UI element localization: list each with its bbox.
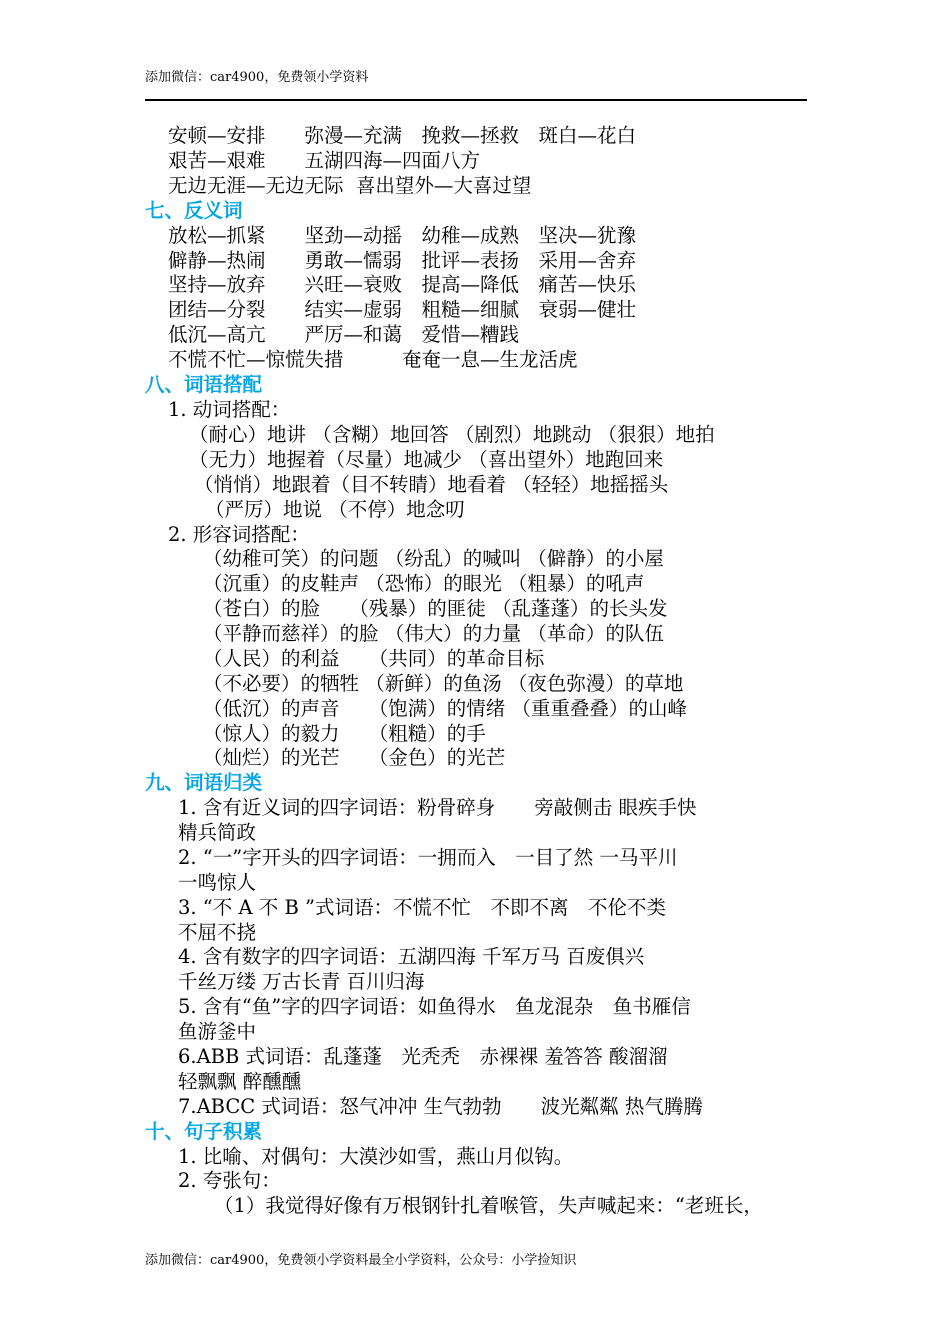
text-line: （平静而慈祥）的脸 （伟大）的力量 （革命）的队伍 [203,622,664,645]
text-line: （低沉）的声音 （饱满）的情绪 （重重叠叠）的山峰 [203,697,687,720]
text-line: （苍白）的脸 （残暴）的匪徒 （乱蓬蓬）的长头发 [203,597,668,620]
text-line: 3. “不 A 不 B ”式词语：不慌不忙 不即不离 不伦不类 [178,896,666,919]
text-line: 7.ABCC 式词语：怒气冲冲 生气勃勃 波光粼粼 热气腾腾 [178,1095,703,1118]
text-line: 无边无涯—无边无际 喜出望外—大喜过望 [168,174,532,197]
text-line: （无力）地握着（尽量）地减少 （喜出望外）地跑回来 [189,448,664,471]
text-line: （1）我觉得好像有万根钢针扎着喉管，失声喊起来：“老班长， [214,1194,763,1217]
text-line: 艰苦—艰难 五湖四海—四面八方 [168,149,481,172]
text-line: 鱼游釜中 [178,1020,257,1043]
text-line: 僻静—热闹 勇敢—懦弱 批评—表扬 采用—舍弃 [168,249,637,272]
text-line: 安顿—安排 弥漫—充满 挽救—拯救 斑白—花白 [168,124,637,147]
text-line: （沉重）的皮鞋声 （恐怖）的眼光 （粗暴）的吼声 [203,572,645,595]
header-divider [145,99,807,101]
text-line: 4. 含有数字的四字词语：五湖四海 千军万马 百废俱兴 [178,945,645,968]
text-line: （耐心）地讲 （含糊）地回答 （剧烈）地跳动 （狠狠）地拍 [189,423,715,446]
text-line: （人民）的利益 （共同）的革命目标 [203,647,545,670]
text-line: 千丝万缕 万古长青 百川归海 [178,970,425,993]
text-line: 低沉—高亢 严厉—和蔼 爱惜—糟践 [168,323,520,346]
text-line: 2. 形容词搭配： [168,523,310,546]
text-line: 不慌不忙—惊慌失措 奄奄一息—生龙活虎 [168,348,578,371]
text-line: 放松—抓紧 坚劲—动摇 幼稚—成熟 坚决—犹豫 [168,224,637,247]
text-line: 6.ABB 式词语：乱蓬蓬 光秃秃 赤裸裸 羞答答 酸溜溜 [178,1045,668,1068]
text-line: 坚持—放弃 兴旺—衰败 提高—降低 痛苦—快乐 [168,273,637,296]
text-line: （惊人）的毅力 （粗糙）的手 [203,722,486,745]
section-heading-classification: 九、词语归类 [145,771,263,794]
text-line: （灿烂）的光芒 （金色）的光芒 [203,746,506,769]
text-line: （严厉）地说 （不停）地念叨 [205,498,465,521]
text-line: 1. 含有近义词的四字词语：粉骨碎身 旁敲侧击 眼疾手快 [178,796,697,819]
text-line: （不必要）的牺牲 （新鲜）的鱼汤 （夜色弥漫）的草地 [203,672,684,695]
section-heading-collocations: 八、词语搭配 [145,373,263,396]
section-heading-sentences: 十、句子积累 [145,1120,263,1143]
text-line: （悄悄）地跟着（目不转睛）地看着 （轻轻）地摇摇头 [194,473,669,496]
text-line: 精兵简政 [178,821,257,844]
text-line: 2. 夸张句： [178,1169,281,1192]
text-line: （幼稚可笑）的问题 （纷乱）的喊叫 （僻静）的小屋 [203,547,664,570]
section-heading-antonyms: 七、反义词 [145,199,243,222]
page-footer: 添加微信：car4900，免费领小学资料最全小学资料，公众号：小学捡知识 [145,1253,577,1268]
text-line: 2. “一”字开头的四字词语：一拥而入 一目了然 一马平川 [178,846,678,869]
text-line: 一鸣惊人 [178,871,257,894]
page-header: 添加微信：car4900，免费领小学资料 [145,70,369,85]
text-line: 不屈不挠 [178,921,257,944]
text-line: 轻飘飘 醉醺醺 [178,1070,302,1093]
text-line: 1. 动词搭配： [168,398,291,421]
text-line: 5. 含有“鱼”字的四字词语：如鱼得水 鱼龙混杂 鱼书雁信 [178,995,691,1018]
text-line: 1. 比喻、对偶句：大漠沙如雪，燕山月似钩。 [178,1145,574,1168]
text-line: 团结—分裂 结实—虚弱 粗糙—细腻 衰弱—健壮 [168,298,637,321]
